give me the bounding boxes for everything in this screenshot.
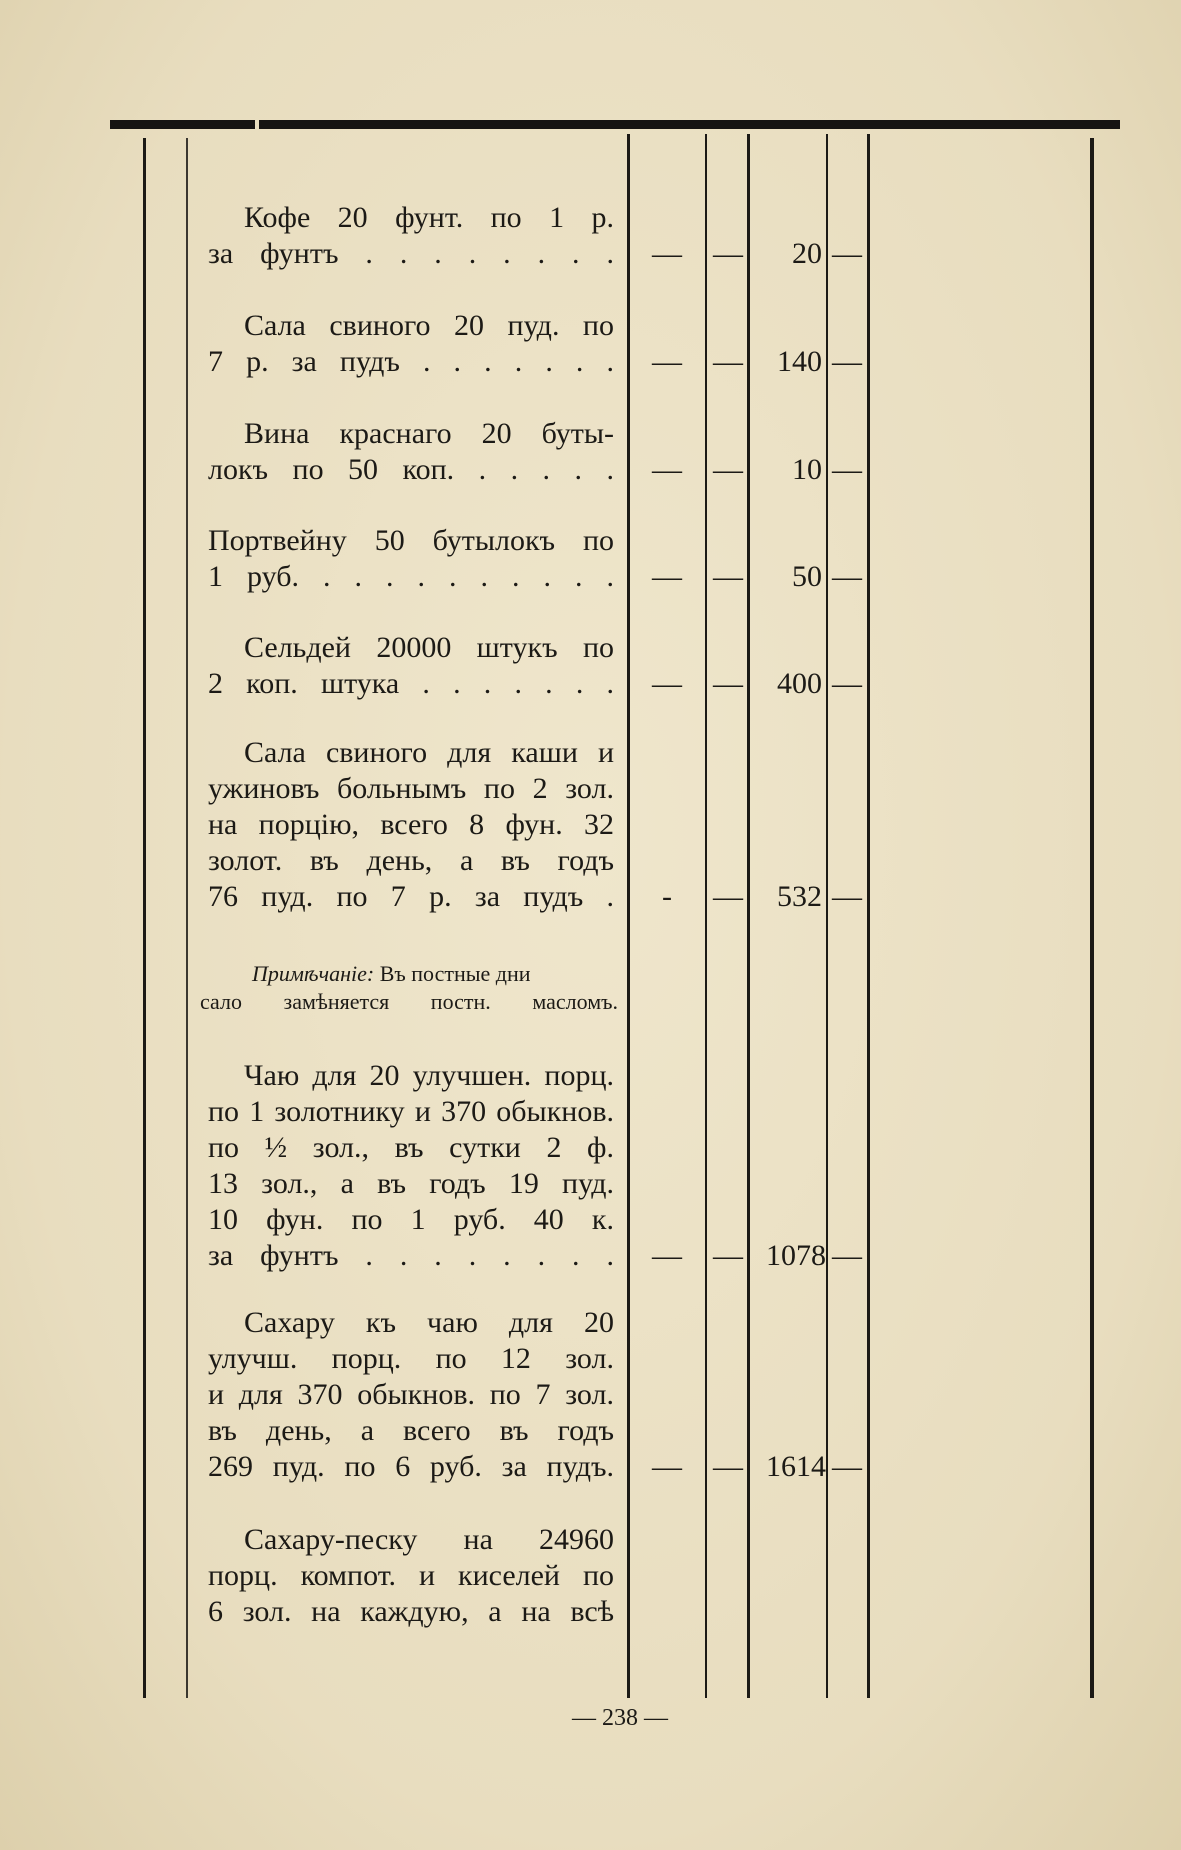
entry-line: золот. въ день, а въ годъ [208, 844, 614, 877]
entry-line: 2 коп. штука . . . . . . . [208, 667, 614, 700]
amount-value: 1078 [766, 1239, 826, 1272]
entry-line: Кофе 20 фунт. по 1 р. [244, 201, 614, 234]
entry-line: 13 зол., а въ годъ 19 пуд. [208, 1167, 614, 1200]
note-text: сало замѣняется постн. масломъ. [200, 989, 618, 1014]
rubles-dash: — [652, 1239, 682, 1272]
amount-value: 1614 [766, 1450, 826, 1483]
rubles-dash: — [652, 237, 682, 270]
entry-line: 269 пуд. по 6 руб. за пудъ. [208, 1450, 614, 1483]
entry-line: Портвейну 50 бутылокъ по [208, 524, 614, 557]
kopeks-dash: — [713, 453, 743, 486]
entry-line: 6 зол. на каждую, а на всѣ [208, 1595, 614, 1628]
note-label: Примѣчаніе: [252, 961, 375, 986]
entry-herring [208, 630, 614, 702]
amount-value: 20 [792, 237, 822, 270]
entry-line: за фунтъ . . . . . . . . [208, 1239, 614, 1272]
amount-value: 140 [777, 345, 822, 378]
entry-line: 7 р. за пудъ . . . . . . . [208, 345, 614, 378]
column-rule-3 [747, 134, 750, 1698]
last-col-dash: — [832, 453, 862, 486]
top-rule [110, 120, 1120, 129]
kopeks-dash: — [713, 667, 743, 700]
entry-line: ужиновъ больнымъ по 2 зол. [208, 772, 614, 805]
entry-line: на порцію, всего 8 фун. 32 [208, 808, 614, 841]
last-col-dash: — [832, 560, 862, 593]
entry-coffee [208, 200, 614, 272]
note-text: Въ постные дни [379, 961, 531, 986]
kopeks-dash: — [713, 345, 743, 378]
entry-line: въ день, а всего въ годъ [208, 1414, 614, 1447]
rubles-dash: — [652, 453, 682, 486]
entry-line: улучш. порц. по 12 зол. [208, 1342, 614, 1375]
amount-value: 10 [792, 453, 822, 486]
entry-line: Сала свиного для каши и [244, 736, 614, 769]
entry-line: 76 пуд. по 7 р. за пудъ . [208, 880, 614, 913]
entry-pork-fat-porridge [208, 735, 614, 915]
entry-line: Вина краснаго 20 буты- [244, 417, 614, 450]
kopeks-dash: — [713, 560, 743, 593]
amount-value: 400 [777, 667, 822, 700]
entry-line: Чаю для 20 улучшен. порц. [244, 1059, 614, 1092]
column-rule-2 [705, 134, 707, 1698]
rubles-dash: — [652, 345, 682, 378]
left-margin-rule [143, 138, 146, 1698]
left-text-rule [186, 138, 188, 1698]
rubles-dash: - [662, 880, 672, 913]
last-col-dash: — [832, 345, 862, 378]
entry-red-wine [208, 416, 614, 488]
entry-line: Сахару къ чаю для 20 [244, 1306, 614, 1339]
entry-line: порц. компот. и киселей по [208, 1559, 614, 1592]
entry-line: Сельдей 20000 штукъ по [244, 631, 614, 664]
entry-sugar [208, 1305, 614, 1485]
entry-line: по ½ зол., въ сутки 2 ф. [208, 1131, 614, 1164]
entry-tea [208, 1058, 614, 1274]
column-rule-5 [867, 134, 870, 1698]
entry-line: Сала свиного 20 пуд. по [244, 309, 614, 342]
entry-line: по 1 золотнику и 370 обыкнов. [208, 1095, 614, 1128]
entry-line: и для 370 обыкнов. по 7 зол. [208, 1378, 614, 1411]
last-col-dash: — [832, 880, 862, 913]
last-col-dash: — [832, 1450, 862, 1483]
entry-line: локъ по 50 коп. . . . . . [208, 453, 614, 486]
rubles-dash: — [652, 667, 682, 700]
amount-value: 532 [777, 880, 822, 913]
entry-granulated-sugar [208, 1522, 614, 1630]
entry-line: 10 фун. по 1 руб. 40 к. [208, 1203, 614, 1236]
amount-value: 50 [792, 560, 822, 593]
last-col-dash: — [832, 237, 862, 270]
last-col-dash: — [832, 667, 862, 700]
kopeks-dash: — [713, 1450, 743, 1483]
entry-line: Сахару-песку на 24960 [244, 1523, 614, 1556]
entry-line: 1 руб. . . . . . . . . . . [208, 560, 614, 593]
kopeks-dash: — [713, 880, 743, 913]
kopeks-dash: — [713, 237, 743, 270]
right-margin-rule [1090, 138, 1094, 1698]
rubles-dash: — [652, 1450, 682, 1483]
kopeks-dash: — [713, 1239, 743, 1272]
last-col-dash: — [832, 1239, 862, 1272]
page-number: — 238 — [572, 1705, 668, 1731]
note [200, 960, 618, 1016]
rubles-dash: — [652, 560, 682, 593]
entry-port-wine [208, 523, 614, 595]
entry-pork-fat [208, 308, 614, 380]
column-rule-1 [627, 134, 630, 1698]
entry-line: за фунтъ . . . . . . . . [208, 237, 614, 270]
